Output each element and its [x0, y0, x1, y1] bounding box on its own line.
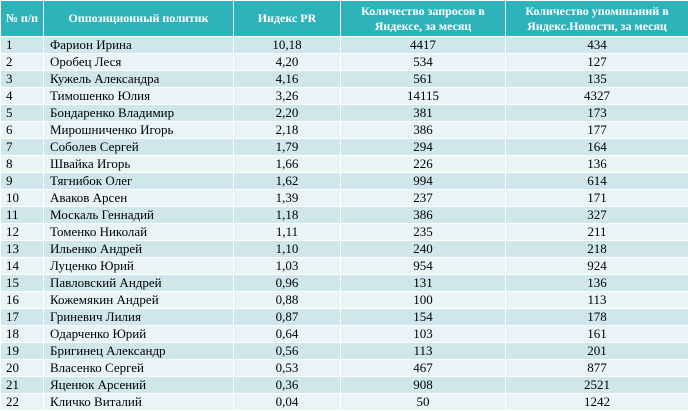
cell-pr-index: 0,87	[234, 309, 341, 326]
cell-pr-index: 1,39	[234, 190, 341, 207]
cell-yandex-queries: 381	[341, 105, 506, 122]
table-row	[1, 139, 688, 156]
table-body	[1, 37, 688, 411]
cell-yandex-queries: 561	[341, 71, 506, 88]
cell-num: 5	[1, 105, 44, 122]
cell-num: 14	[1, 258, 44, 275]
cell-politician-name: Кличко Виталий	[44, 394, 234, 411]
cell-yandex-news: 211	[506, 224, 688, 241]
cell-yandex-queries: 100	[341, 292, 506, 309]
cell-pr-index: 0,88	[234, 292, 341, 309]
cell-yandex-news: 113	[506, 292, 688, 309]
table-row	[1, 258, 688, 275]
table-row	[1, 156, 688, 173]
cell-yandex-news: 178	[506, 309, 688, 326]
header-politician: Оппозиционный политик	[44, 1, 234, 37]
cell-politician-name: Одарченко Юрий	[44, 326, 234, 343]
table-row	[1, 105, 688, 122]
cell-politician-name: Москаль Геннадий	[44, 207, 234, 224]
cell-num: 19	[1, 343, 44, 360]
cell-num: 21	[1, 377, 44, 394]
cell-yandex-queries: 131	[341, 275, 506, 292]
cell-yandex-news: 434	[506, 37, 688, 54]
cell-pr-index: 2,18	[234, 122, 341, 139]
cell-yandex-news: 135	[506, 71, 688, 88]
cell-yandex-news: 1242	[506, 394, 688, 411]
cell-politician-name: Бригинец Александр	[44, 343, 234, 360]
table-row	[1, 190, 688, 207]
table-row	[1, 275, 688, 292]
header-yandex-news: Количество упоминаний в Яндекс.Новости, за месяц	[506, 1, 688, 37]
cell-yandex-queries: 467	[341, 360, 506, 377]
cell-pr-index: 1,11	[234, 224, 341, 241]
cell-yandex-queries: 103	[341, 326, 506, 343]
cell-pr-index: 2,20	[234, 105, 341, 122]
table-row	[1, 343, 688, 360]
cell-yandex-queries: 386	[341, 122, 506, 139]
cell-yandex-news: 177	[506, 122, 688, 139]
cell-politician-name: Кожемякин Андрей	[44, 292, 234, 309]
cell-num: 8	[1, 156, 44, 173]
cell-yandex-news: 877	[506, 360, 688, 377]
cell-yandex-queries: 154	[341, 309, 506, 326]
cell-politician-name: Швайка Игорь	[44, 156, 234, 173]
header-yandex-queries: Количество запросов в Яндексе, за месяц	[341, 1, 506, 37]
cell-num: 1	[1, 37, 44, 54]
table-row	[1, 241, 688, 258]
cell-yandex-news: 136	[506, 275, 688, 292]
table-row	[1, 37, 688, 54]
cell-num: 6	[1, 122, 44, 139]
cell-yandex-queries: 954	[341, 258, 506, 275]
cell-num: 20	[1, 360, 44, 377]
table-row	[1, 71, 688, 88]
table-row	[1, 173, 688, 190]
cell-num: 22	[1, 394, 44, 411]
cell-yandex-news: 164	[506, 139, 688, 156]
cell-pr-index: 1,03	[234, 258, 341, 275]
cell-politician-name: Власенко Сергей	[44, 360, 234, 377]
cell-num: 16	[1, 292, 44, 309]
cell-yandex-queries: 237	[341, 190, 506, 207]
cell-pr-index: 4,20	[234, 54, 341, 71]
cell-politician-name: Мирошниченко Игорь	[44, 122, 234, 139]
cell-pr-index: 1,66	[234, 156, 341, 173]
cell-yandex-queries: 534	[341, 54, 506, 71]
table-row	[1, 224, 688, 241]
cell-yandex-queries: 50	[341, 394, 506, 411]
table-header	[1, 1, 688, 37]
cell-pr-index: 0,96	[234, 275, 341, 292]
cell-pr-index: 1,10	[234, 241, 341, 258]
cell-yandex-news: 614	[506, 173, 688, 190]
cell-num: 13	[1, 241, 44, 258]
cell-num: 2	[1, 54, 44, 71]
cell-pr-index: 0,04	[234, 394, 341, 411]
cell-yandex-queries: 908	[341, 377, 506, 394]
cell-num: 18	[1, 326, 44, 343]
cell-pr-index: 3,26	[234, 88, 341, 105]
cell-yandex-queries: 4417	[341, 37, 506, 54]
table-row	[1, 309, 688, 326]
cell-yandex-queries: 235	[341, 224, 506, 241]
cell-pr-index: 0,36	[234, 377, 341, 394]
header-pr-index: Индекс PR	[234, 1, 341, 37]
table-row	[1, 377, 688, 394]
cell-num: 9	[1, 173, 44, 190]
cell-yandex-news: 327	[506, 207, 688, 224]
cell-pr-index: 1,79	[234, 139, 341, 156]
table-row	[1, 88, 688, 105]
cell-pr-index: 0,64	[234, 326, 341, 343]
cell-yandex-news: 173	[506, 105, 688, 122]
cell-yandex-queries: 386	[341, 207, 506, 224]
cell-politician-name: Бондаренко Владимир	[44, 105, 234, 122]
cell-num: 10	[1, 190, 44, 207]
cell-num: 11	[1, 207, 44, 224]
cell-politician-name: Кужель Александра	[44, 71, 234, 88]
cell-yandex-news: 2521	[506, 377, 688, 394]
cell-yandex-news: 136	[506, 156, 688, 173]
table-row	[1, 207, 688, 224]
cell-yandex-queries: 113	[341, 343, 506, 360]
cell-pr-index: 4,16	[234, 71, 341, 88]
table-row	[1, 360, 688, 377]
cell-yandex-news: 171	[506, 190, 688, 207]
cell-pr-index: 0,53	[234, 360, 341, 377]
table-row	[1, 394, 688, 411]
cell-politician-name: Аваков Арсен	[44, 190, 234, 207]
cell-yandex-news: 218	[506, 241, 688, 258]
header-row	[1, 1, 688, 37]
header-num: № п/п	[1, 1, 44, 37]
cell-yandex-queries: 240	[341, 241, 506, 258]
cell-politician-name: Оробец Леся	[44, 54, 234, 71]
cell-pr-index: 10,18	[234, 37, 341, 54]
cell-yandex-queries: 294	[341, 139, 506, 156]
cell-num: 17	[1, 309, 44, 326]
cell-num: 7	[1, 139, 44, 156]
cell-yandex-news: 201	[506, 343, 688, 360]
cell-yandex-news: 161	[506, 326, 688, 343]
cell-politician-name: Ильенко Андрей	[44, 241, 234, 258]
cell-num: 4	[1, 88, 44, 105]
cell-yandex-news: 924	[506, 258, 688, 275]
cell-yandex-news: 4327	[506, 88, 688, 105]
cell-yandex-queries: 226	[341, 156, 506, 173]
table-row	[1, 122, 688, 139]
cell-num: 12	[1, 224, 44, 241]
cell-politician-name: Соболев Сергей	[44, 139, 234, 156]
cell-politician-name: Тимошенко Юлия	[44, 88, 234, 105]
cell-yandex-queries: 994	[341, 173, 506, 190]
table-row	[1, 292, 688, 309]
table-row	[1, 326, 688, 343]
cell-pr-index: 1,62	[234, 173, 341, 190]
table-row	[1, 54, 688, 71]
cell-pr-index: 1,18	[234, 207, 341, 224]
cell-num: 3	[1, 71, 44, 88]
cell-yandex-news: 127	[506, 54, 688, 71]
cell-yandex-queries: 14115	[341, 88, 506, 105]
cell-politician-name: Тягнибок Олег	[44, 173, 234, 190]
cell-politician-name: Гриневич Лилия	[44, 309, 234, 326]
cell-pr-index: 0,56	[234, 343, 341, 360]
cell-politician-name: Томенко Николай	[44, 224, 234, 241]
cell-politician-name: Луценко Юрий	[44, 258, 234, 275]
cell-num: 15	[1, 275, 44, 292]
cell-politician-name: Павловский Андрей	[44, 275, 234, 292]
cell-politician-name: Яценюк Арсений	[44, 377, 234, 394]
cell-politician-name: Фарион Ирина	[44, 37, 234, 54]
